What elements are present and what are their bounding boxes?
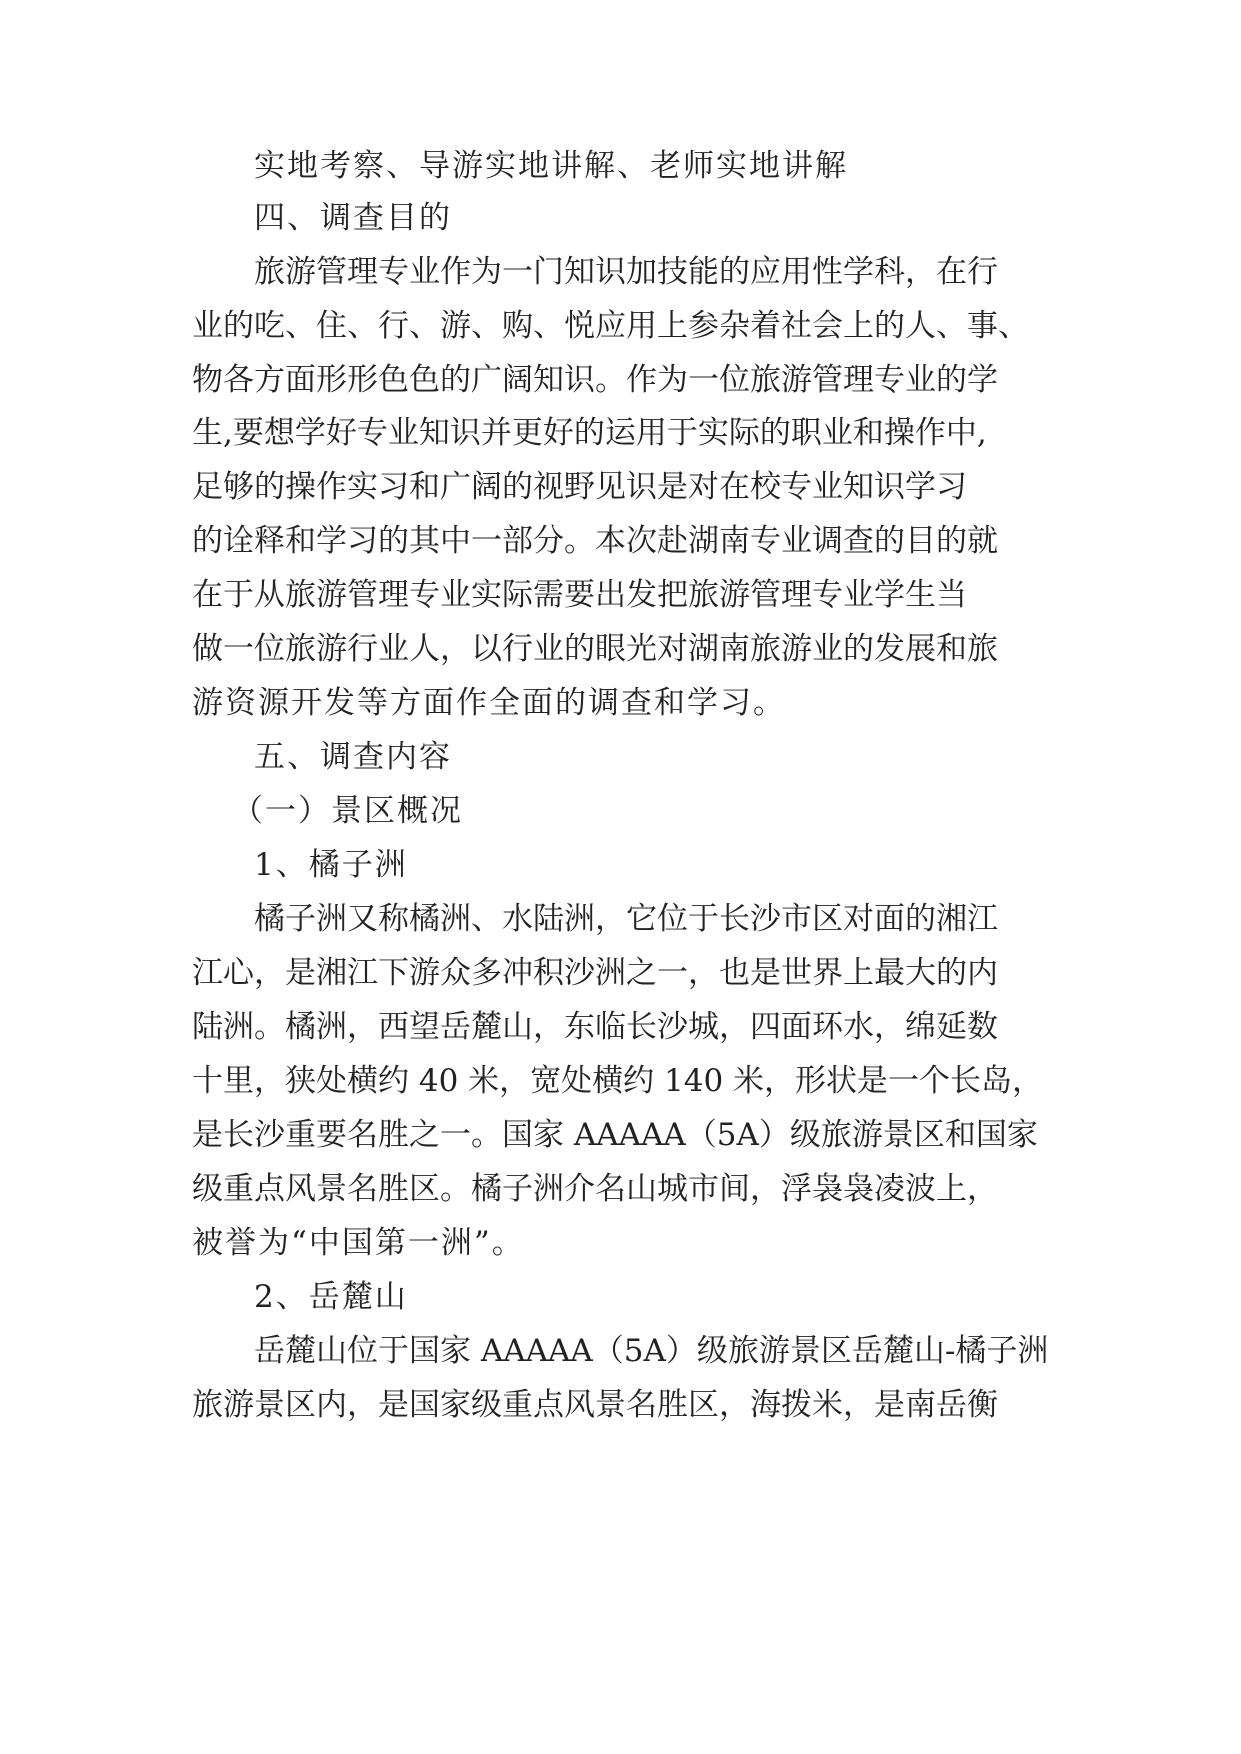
paragraph-juzizhou-line-5: 是长沙重要名胜之一。国家 AAAAA（5A）级旅游景区和国家 <box>192 1117 1038 1153</box>
paragraph-juzizhou-line-7: 被誉为“中国第一洲”。 <box>192 1225 525 1261</box>
subheading-juzizhou: 1、橘子洲 <box>254 847 408 883</box>
text-line-1: 实地考察、导游实地讲解、老师实地讲解 <box>254 148 848 184</box>
paragraph-purpose-line-8: 做一位旅游行业人，以行业的眼光对湖南旅游业的发展和旅 <box>192 631 998 667</box>
subheading-yuelushan: 2、岳麓山 <box>254 1279 408 1315</box>
paragraph-purpose-line-9: 游资源开发等方面作全面的调查和学习。 <box>192 685 786 721</box>
subheading-scenic-overview: （一）景区概况 <box>232 793 463 829</box>
paragraph-juzizhou-line-3: 陆洲。橘洲，西望岳麓山，东临长沙城，四面环水，绵延数 <box>192 1009 998 1045</box>
paragraph-purpose-line-7: 在于从旅游管理专业实际需要出发把旅游管理专业学生当 <box>192 577 967 613</box>
heading-survey-content: 五、调查内容 <box>254 739 452 775</box>
paragraph-yuelushan-line-1: 岳麓山位于国家 AAAAA（5A）级旅游景区岳麓山-橘子洲 <box>254 1333 1049 1369</box>
paragraph-juzizhou-line-1: 橘子洲又称橘洲、水陆洲，它位于长沙市区对面的湘江 <box>254 901 998 937</box>
paragraph-yuelushan-line-2: 旅游景区内，是国家级重点风景名胜区，海拨米，是南岳衡 <box>192 1387 998 1423</box>
paragraph-juzizhou-line-2: 江心，是湘江下游众多冲积沙洲之一，也是世界上最大的内 <box>192 955 998 991</box>
heading-survey-purpose: 四、调查目的 <box>254 200 452 236</box>
paragraph-purpose-line-6: 的诠释和学习的其中一部分。本次赴湖南专业调查的目的就 <box>192 523 998 559</box>
paragraph-juzizhou-line-4: 十里，狭处横约 40 米，宽处横约 140 米，形状是一个长岛， <box>192 1063 1044 1099</box>
paragraph-purpose-line-2: 业的吃、住、行、游、购、悦应用上参杂着社会上的人、事、 <box>192 308 1029 344</box>
paragraph-purpose-line-1: 旅游管理专业作为一门知识加技能的应用性学科，在行 <box>254 254 998 290</box>
paragraph-juzizhou-line-6: 级重点风景名胜区。橘子洲介名山城市间，浮袅袅凌波上， <box>192 1171 998 1207</box>
paragraph-purpose-line-3: 物各方面形形色色的广阔知识。作为一位旅游管理专业的学 <box>192 362 998 398</box>
paragraph-purpose-line-5: 足够的操作实习和广阔的视野见识是对在校专业知识学习 <box>192 469 967 505</box>
paragraph-purpose-line-4: 生,要想学好专业知识并更好的运用于实际的职业和操作中, <box>192 415 987 451</box>
